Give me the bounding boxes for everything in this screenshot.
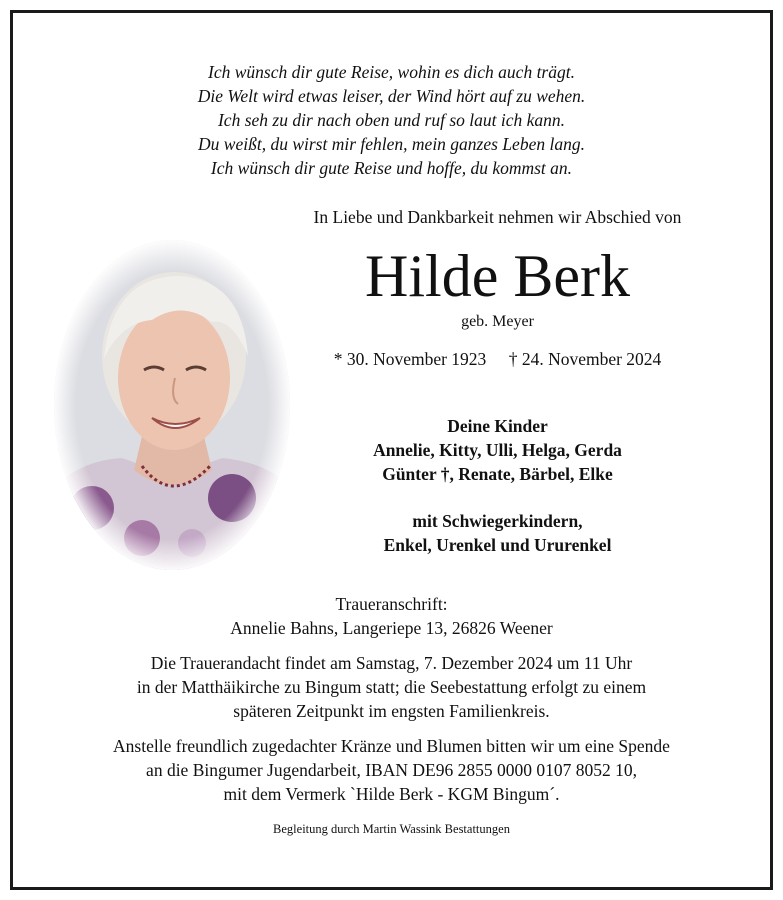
birth-date: * 30. November 1923 (333, 349, 487, 369)
mourners-line: Günter †, Renate, Bärbel, Elke (382, 464, 613, 484)
poem (0, 60, 783, 180)
life-dates (270, 349, 725, 370)
deceased-name: Hilde Berk (365, 243, 630, 309)
poem-line: Ich seh zu dir nach oben und ruf so laut ich kann. (217, 110, 566, 130)
funeral-home-credit: Begleitung durch Martin Wassink Bestattungen (273, 822, 510, 836)
service-line: späteren Zeitpunkt im engsten Familienkreis. (233, 701, 550, 721)
address-label: Traueranschrift: (335, 594, 448, 614)
donation-line: Anstelle freundlich zugedachter Kränze und Blumen bitten wir um eine Spende (113, 736, 670, 756)
address-value: Annelie Bahns, Langeriepe 13, 26826 Weener (230, 618, 553, 638)
mourning-address (0, 592, 783, 640)
mourners (270, 414, 725, 557)
donation-line: an die Bingumer Jugendarbeit, IBAN DE96 2855 0000 0107 8052 10, (146, 760, 637, 780)
poem-line: Die Welt wird etwas leiser, der Wind hört auf zu wehen. (197, 86, 586, 106)
portrait-photo (52, 238, 292, 573)
mourners-line: Enkel, Urenkel und Ururenkel (383, 535, 612, 555)
poem-line: Ich wünsch dir gute Reise und hoffe, du kommst an. (210, 158, 573, 178)
intro-line: In Liebe und Dankbarkeit nehmen wir Abschied von (313, 207, 682, 227)
service-line: in der Matthäikirche zu Bingum statt; die Seebestattung erfolgt zu einem (136, 677, 647, 697)
maiden-name: geb. Meyer (461, 313, 534, 330)
mourners-line: Annelie, Kitty, Ulli, Helga, Gerda (373, 440, 622, 460)
donation-info (0, 734, 783, 806)
mourners-line: mit Schwiegerkindern, (412, 511, 583, 531)
service-info (0, 651, 783, 723)
mourners-heading: Deine Kinder (447, 416, 548, 436)
death-date: † 24. November 2024 (508, 349, 662, 369)
poem-line: Du weißt, du wirst mir fehlen, mein ganzes Leben lang. (198, 134, 585, 154)
poem-line: Ich wünsch dir gute Reise, wohin es dich auch trägt. (208, 62, 575, 82)
service-line: Die Trauerandacht findet am Samstag, 7. Dezember 2024 um 11 Uhr (150, 653, 633, 673)
donation-line: mit dem Vermerk `Hilde Berk - KGM Bingum´. (223, 784, 560, 804)
